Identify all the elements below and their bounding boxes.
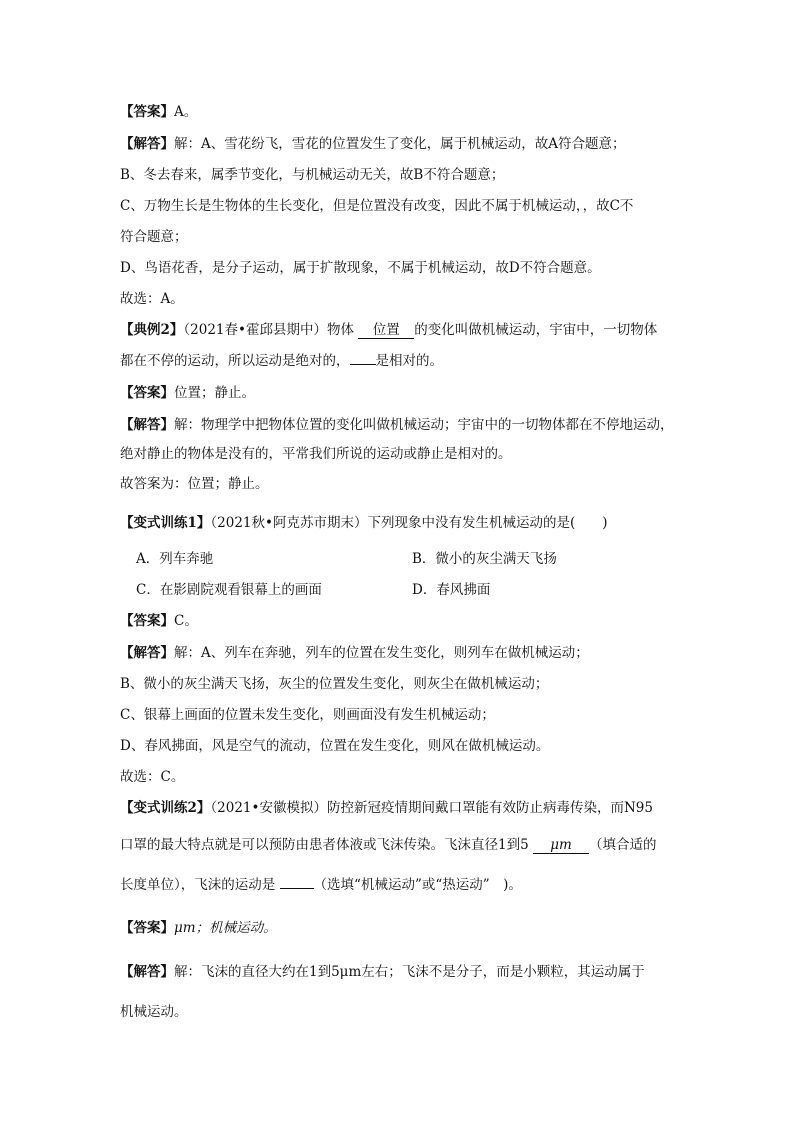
analysis-tag: 【解答】 <box>120 136 174 152</box>
answer-tag: 【答案】 <box>120 613 174 629</box>
analysis-text: 解：飞沫的直径大约在1到5μm左右；飞沫不是分子，而是小颗粒，其运动属于 <box>174 964 645 980</box>
analysis-line: 机械运动。 <box>120 1004 188 1020</box>
question-text: 下列现象中没有发生机械运动的是( ) <box>367 515 608 531</box>
answer-text: A。 <box>174 104 198 120</box>
analysis-tag: 【解答】 <box>120 964 174 980</box>
answer-tag: 【答案】 <box>120 385 174 401</box>
question-text: （选填“机械运动”或“热运动” )。 <box>313 877 522 893</box>
analysis-text: 解：A、雪花纷飞，雪花的位置发生了变化，属于机械运动，故A符合题意； <box>174 136 626 152</box>
analysis-text: 解：A、列车在奔驰，列车的位置在发生变化，则列车在做机械运动； <box>174 645 589 661</box>
analysis-line: B、冬去春来，属季节变化，与机械运动无关，故B不符合题意； <box>120 167 505 183</box>
answer-tag: 【答案】 <box>120 104 174 120</box>
example-source: （2021春•霍邱县期中） <box>183 322 327 338</box>
option-d: D．春风拂面 <box>412 582 491 598</box>
option-b: B．微小的灰尘满天飞扬 <box>412 551 557 567</box>
training-question-line <box>120 513 694 533</box>
example-question-line <box>120 320 694 340</box>
conclusion-line: 故答案为：位置；静止。 <box>120 476 269 492</box>
option-a: A．列车奔驰 <box>136 551 214 567</box>
training-question-line <box>120 798 694 818</box>
example-question-line <box>120 351 694 371</box>
analysis-line: B、微小的灰尘满天飞扬，灰尘的位置发生变化，则灰尘在做机械运动； <box>120 676 549 692</box>
answer-text: C。 <box>174 613 198 629</box>
analysis-line: 绝对静止的物体是没有的，平常我们所说的运动或静止是相对的。 <box>120 446 512 462</box>
analysis-line: D、春风拂面，风是空气的流动，位置在发生变化，则风在做机械运动。 <box>120 738 550 754</box>
analysis-line <box>120 415 694 435</box>
example-tag: 【典例2】 <box>120 322 184 338</box>
analysis-line: 符合题意； <box>120 229 188 245</box>
answer-line <box>120 383 694 403</box>
training-source: （2021•安徽模拟） <box>210 800 327 816</box>
answer-text: 位置；静止。 <box>174 385 255 401</box>
analysis-line: C、万物生长是生物体的生长变化，但是位置没有改变，因此不属于机械运动，，故C不 <box>120 198 634 214</box>
training-question-line <box>120 835 694 855</box>
answer-line <box>120 611 694 631</box>
analysis-line: C、银幕上画面的位置未发生变化，则画面没有发生机械运动； <box>120 707 495 723</box>
training-tag: 【变式训练2】 <box>120 800 211 816</box>
empty-blank <box>280 888 314 889</box>
training-source: （2021秋•阿克苏市期末） <box>210 515 368 531</box>
question-text: 口罩的最大特点就是可以预防由患者体液或飞沫传染。飞沫直径1到5 <box>120 837 529 853</box>
answer-blank: μm <box>533 837 589 854</box>
analysis-line <box>120 134 694 154</box>
analysis-line <box>120 643 694 663</box>
question-text: 的变化叫做机械运动，宇宙中，一切物体 <box>414 322 658 338</box>
empty-blank <box>350 364 376 365</box>
conclusion-line: 故选：C。 <box>120 769 185 785</box>
question-text: （填合适的 <box>588 837 657 853</box>
answer-line <box>120 918 694 938</box>
analysis-tag: 【解答】 <box>120 645 174 661</box>
answer-tag: 【答案】 <box>120 920 174 936</box>
analysis-tag: 【解答】 <box>120 417 174 433</box>
analysis-line <box>120 962 694 982</box>
conclusion-line: 故选：A。 <box>120 291 184 307</box>
analysis-line: D、鸟语花香，是分子运动，属于扩散现象，不属于机械运动，故D不符合题意。 <box>120 260 601 276</box>
question-text: 都在不停的运动，所以运动是绝对的， <box>120 353 350 369</box>
question-text: 长度单位），飞沫的运动是 <box>120 877 276 893</box>
training-tag: 【变式训练1】 <box>120 515 211 531</box>
answer-text: μm；机械运动。 <box>174 920 277 936</box>
answer-line <box>120 102 694 122</box>
question-text: 防控新冠疫情期间戴口罩能有效防止病毒传染，而N95 <box>326 800 653 816</box>
option-c: C．在影剧院观看银幕上的画面 <box>136 582 322 598</box>
question-text: 是相对的。 <box>375 353 443 369</box>
analysis-text: 解：物理学中把物体位置的变化叫做机械运动；宇宙中的一切物体都在不停地运动， <box>174 417 674 433</box>
training-question-line <box>120 875 694 895</box>
question-text: 物体 <box>326 322 354 338</box>
answer-blank: 位置 <box>358 322 414 339</box>
